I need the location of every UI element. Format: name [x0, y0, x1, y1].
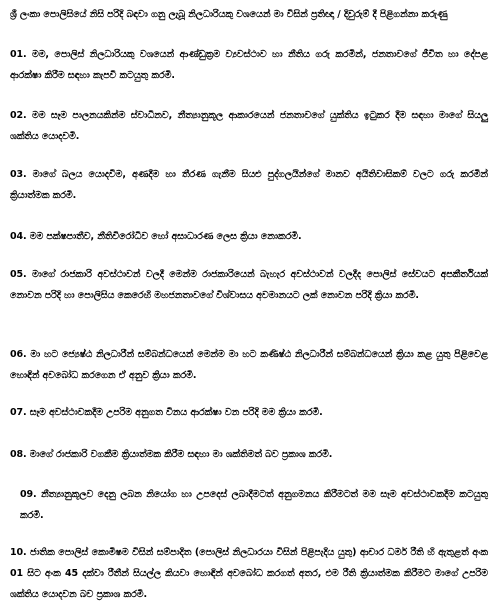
pledge-item-08: 08. මාගේ රාජකාරි වගකීම ක්‍රියාත්මක කිරීම සඳහා මා ශක්තිමත් බව ප්‍රකාශ කරමි. [10, 449, 333, 460]
pledge-item-10: 10. ජාතික පොලිස් කොමිෂම විසින් සම්පාදිත (පොලිස් නිලධාරයා විසින් පිළිපැදිය යුතු) ආචාර ධර්ම රීති හි ඇතුළත් අංක 01 සිට අංක 45 දක්වා රීතීන් සියල්ල කියවා හොඳින් අවබෝධ කරගත් අතර, එම රීති ක්‍රියාත්මක කිරීමට මාගේ උපරිම ශක්තිය යොදවන බව ප්‍රකාශ කරමි. [10, 547, 488, 600]
pledge-item-06: 06. මා හට ජ්‍යෙෂ්ඨ නිලධාරීන් සම්බන්ධයෙන් මෙන්ම මා හට කණිෂ්ඨ නිලධාරීන් සම්බන්ධයෙන් ක්‍රියා කළ යුතු පිළිවෙළ හොඳින් අවබෝධ කරගෙන ඒ අනුව ක්‍රියා කරමි. [10, 349, 488, 381]
pledge-item-07: 07. සෑම අවස්ථාවකදීම උපරිම අනුගත විනය ආරක්ෂා වන පරිදි මම ක්‍රියා කරමි. [10, 407, 323, 418]
pledge-item-02: 02. මම සෑම පාලනයකින්ම ස්වාධීනව, නීත්‍යානුකූල ආකාරයෙන් ජනතාවගේ යුක්තිය ඉටුකර දීම සඳහා මාගේ සියලු ශක්තිය යොදවමි. [10, 110, 488, 142]
pledge-item-09: 09. නීත්‍යානුකූලව දෙනු ලබන නියෝග හා උපදෙස් ලබාදීමටත් අනුගමනය කිරීමටත් මම සෑම අවස්ථාවකදීම කටයුතු කරමි. [20, 489, 488, 521]
pledge-item-03: 03. මාගේ බලය යොදවීම, අණදීම හා තීරණ ගැනීම සියළු පුද්ගලයින්ගේ මානව අයිතිවාසිකම් වලට ගරු කරමින් ක්‍රියාත්මක කරමි. [10, 169, 488, 201]
pledge-item-01: 01. මම, පොලිස් නිලධාරියකු වශයෙන් ආණ්ඩුක්‍රම ව්‍යවස්ථාව හා නීතිය ගරු කරමින්, ජනතාවගේ ජීවිත හා දේපළ ආරක්ෂා කිරීම සඳහා කැපවී කටයුතු කරමි. [10, 49, 488, 81]
document-intro: ශ්‍රී ලංකා පොලිසියේ නිසි පරිදි බඳවා ගනු ලැබූ නිලධාරියකු වශයෙන් මා විසින් ප්‍රතිඥා / දිවුරුම් දී පිළිගන්නා කරුණු [10, 9, 448, 20]
pledge-item-04: 04. මම පක්ෂපාතීව, නීතිවිරෝධීව හෝ අසාධාරණ ලෙස ක්‍රියා නොකරමි. [10, 231, 302, 242]
pledge-item-05: 05. මාගේ රාජකාරි අවස්ථාවන් වලදී මෙන්ම රාජකාරියෙන් බැහැර අවස්ථාවන් වලදීද පොලිස් සේවයට අපකීර්තියක් නොවන පරිදි හා පොලිසිය කෙරෙහි මහජනතාවගේ විශ්වාසය අවමානයට ලක් නොවන පරිදි ක්‍රියා කරමි. [10, 269, 488, 301]
